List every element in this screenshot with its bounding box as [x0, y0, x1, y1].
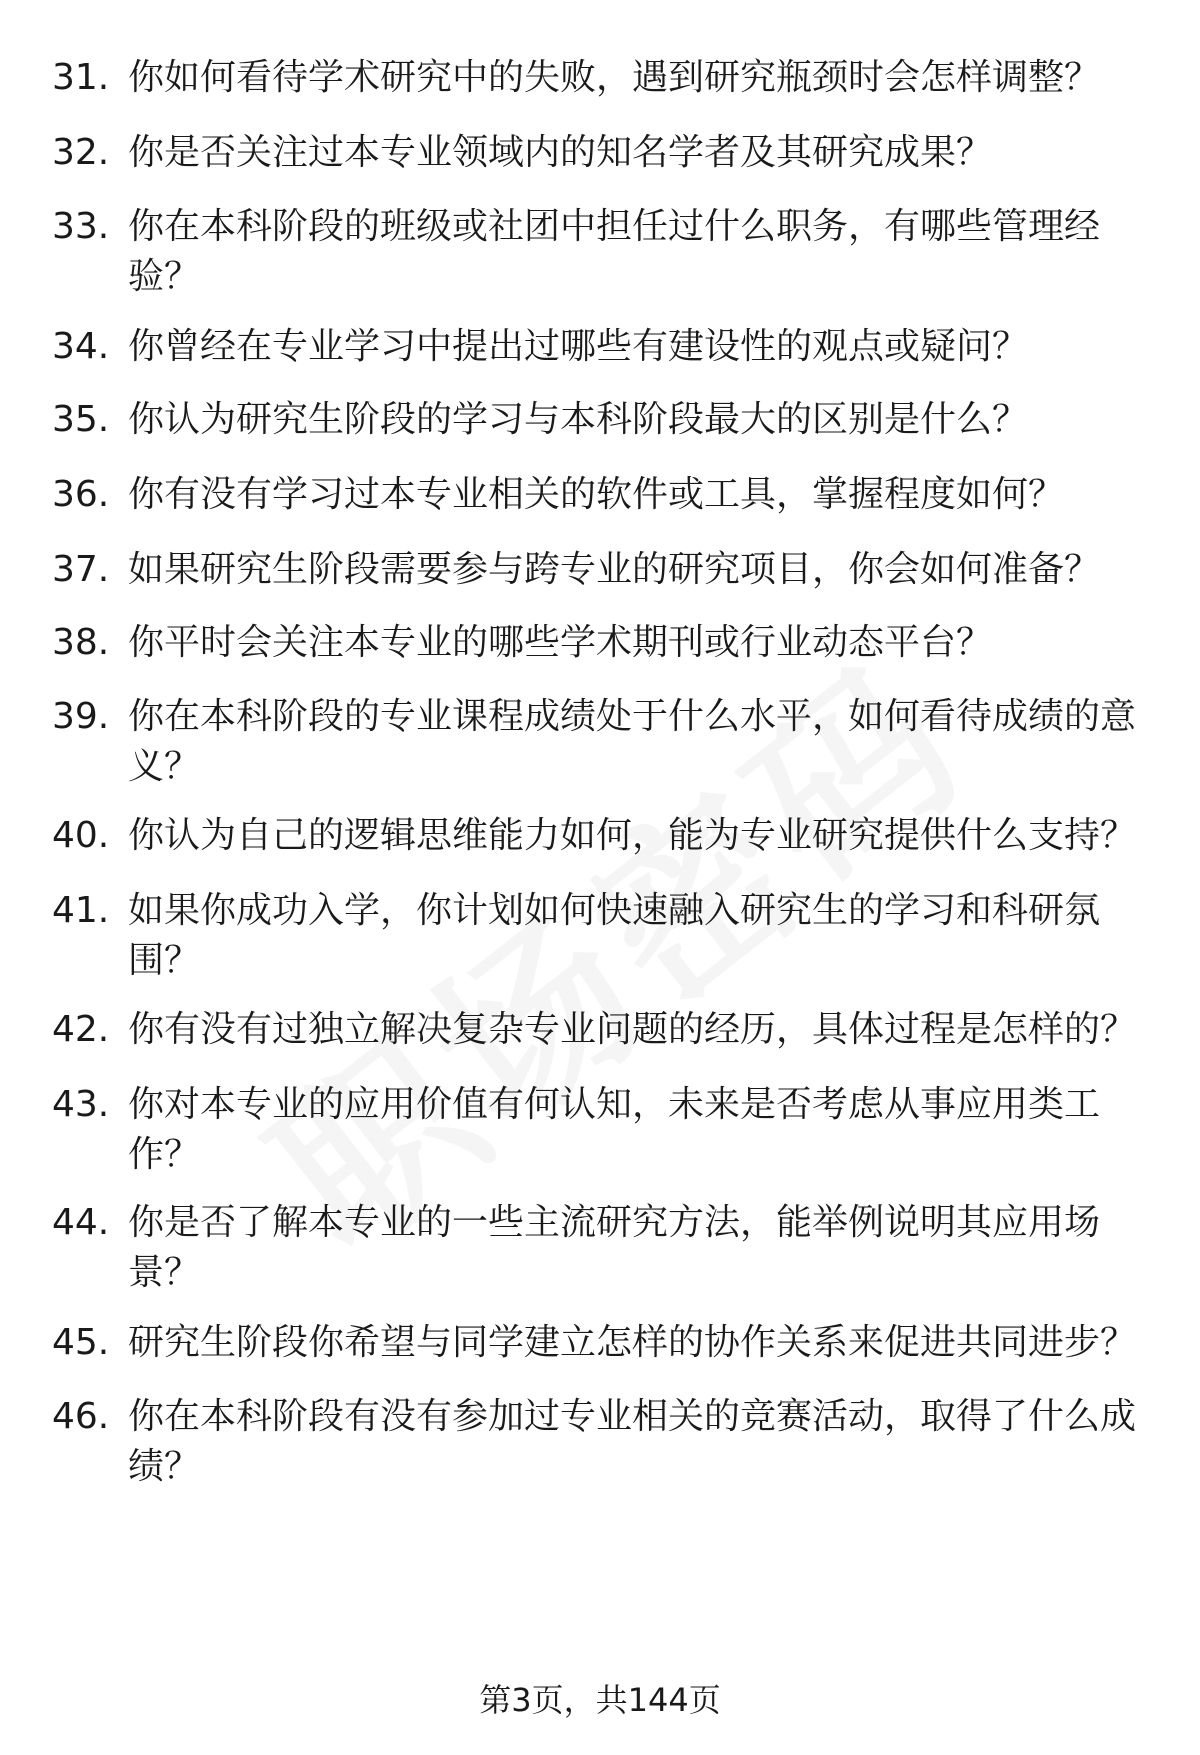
question-text: 你有没有学习过本专业相关的软件或工具，掌握程度如何？: [128, 474, 1065, 515]
question-text: 你对本专业的应用价值有何认知，未来是否考虑从事应用类工作？: [128, 1084, 1101, 1175]
question-number: 43.: [52, 1084, 110, 1125]
question-text: 你在本科阶段的专业课程成绩处于什么水平，如何看待成绩的意义？: [128, 696, 1137, 787]
question-text: 研究生阶段你希望与同学建立怎样的协作关系来促进共同进步？: [128, 1322, 1137, 1363]
question-text: 你平时会关注本专业的哪些学术期刊或行业动态平台？: [128, 622, 993, 663]
question-number: 38.: [52, 622, 110, 663]
question-number: 42.: [52, 1009, 110, 1050]
question-number: 45.: [52, 1322, 110, 1363]
question-number: 40.: [52, 815, 110, 856]
question-text: 如果你成功入学，你计划如何快速融入研究生的学习和科研氛围？: [128, 890, 1101, 981]
question-number: 32.: [52, 132, 110, 173]
question-text: 你认为研究生阶段的学习与本科阶段最大的区别是什么？: [128, 399, 1029, 440]
question-number: 31.: [52, 57, 110, 98]
question-text: 你曾经在专业学习中提出过哪些有建设性的观点或疑问？: [128, 326, 1029, 367]
question-number: 44.: [52, 1202, 110, 1243]
question-number: 36.: [52, 474, 110, 515]
question-number: 39.: [52, 696, 110, 737]
question-number: 33.: [52, 206, 110, 247]
question-text: 你是否了解本专业的一些主流研究方法，能举例说明其应用场景？: [128, 1202, 1101, 1293]
question-text: 你如何看待学术研究中的失败，遇到研究瓶颈时会怎样调整？: [128, 57, 1101, 98]
question-text: 你在本科阶段有没有参加过专业相关的竞赛活动，取得了什么成绩？: [128, 1396, 1137, 1487]
question-text: 你有没有过独立解决复杂专业问题的经历，具体过程是怎样的？: [128, 1009, 1137, 1050]
question-text: 你认为自己的逻辑思维能力如何，能为专业研究提供什么支持？: [128, 815, 1137, 856]
question-number: 35.: [52, 399, 110, 440]
question-number: 34.: [52, 326, 110, 367]
question-text: 如果研究生阶段需要参与跨专业的研究项目，你会如何准备？: [128, 549, 1101, 590]
question-number: 46.: [52, 1396, 110, 1437]
page-footer: 第3页，共144页: [479, 1681, 721, 1719]
question-number: 37.: [52, 549, 110, 590]
question-number: 41.: [52, 890, 110, 931]
question-text: 你是否关注过本专业领域内的知名学者及其研究成果？: [128, 132, 993, 173]
question-text: 你在本科阶段的班级或社团中担任过什么职务，有哪些管理经验？: [128, 206, 1101, 297]
